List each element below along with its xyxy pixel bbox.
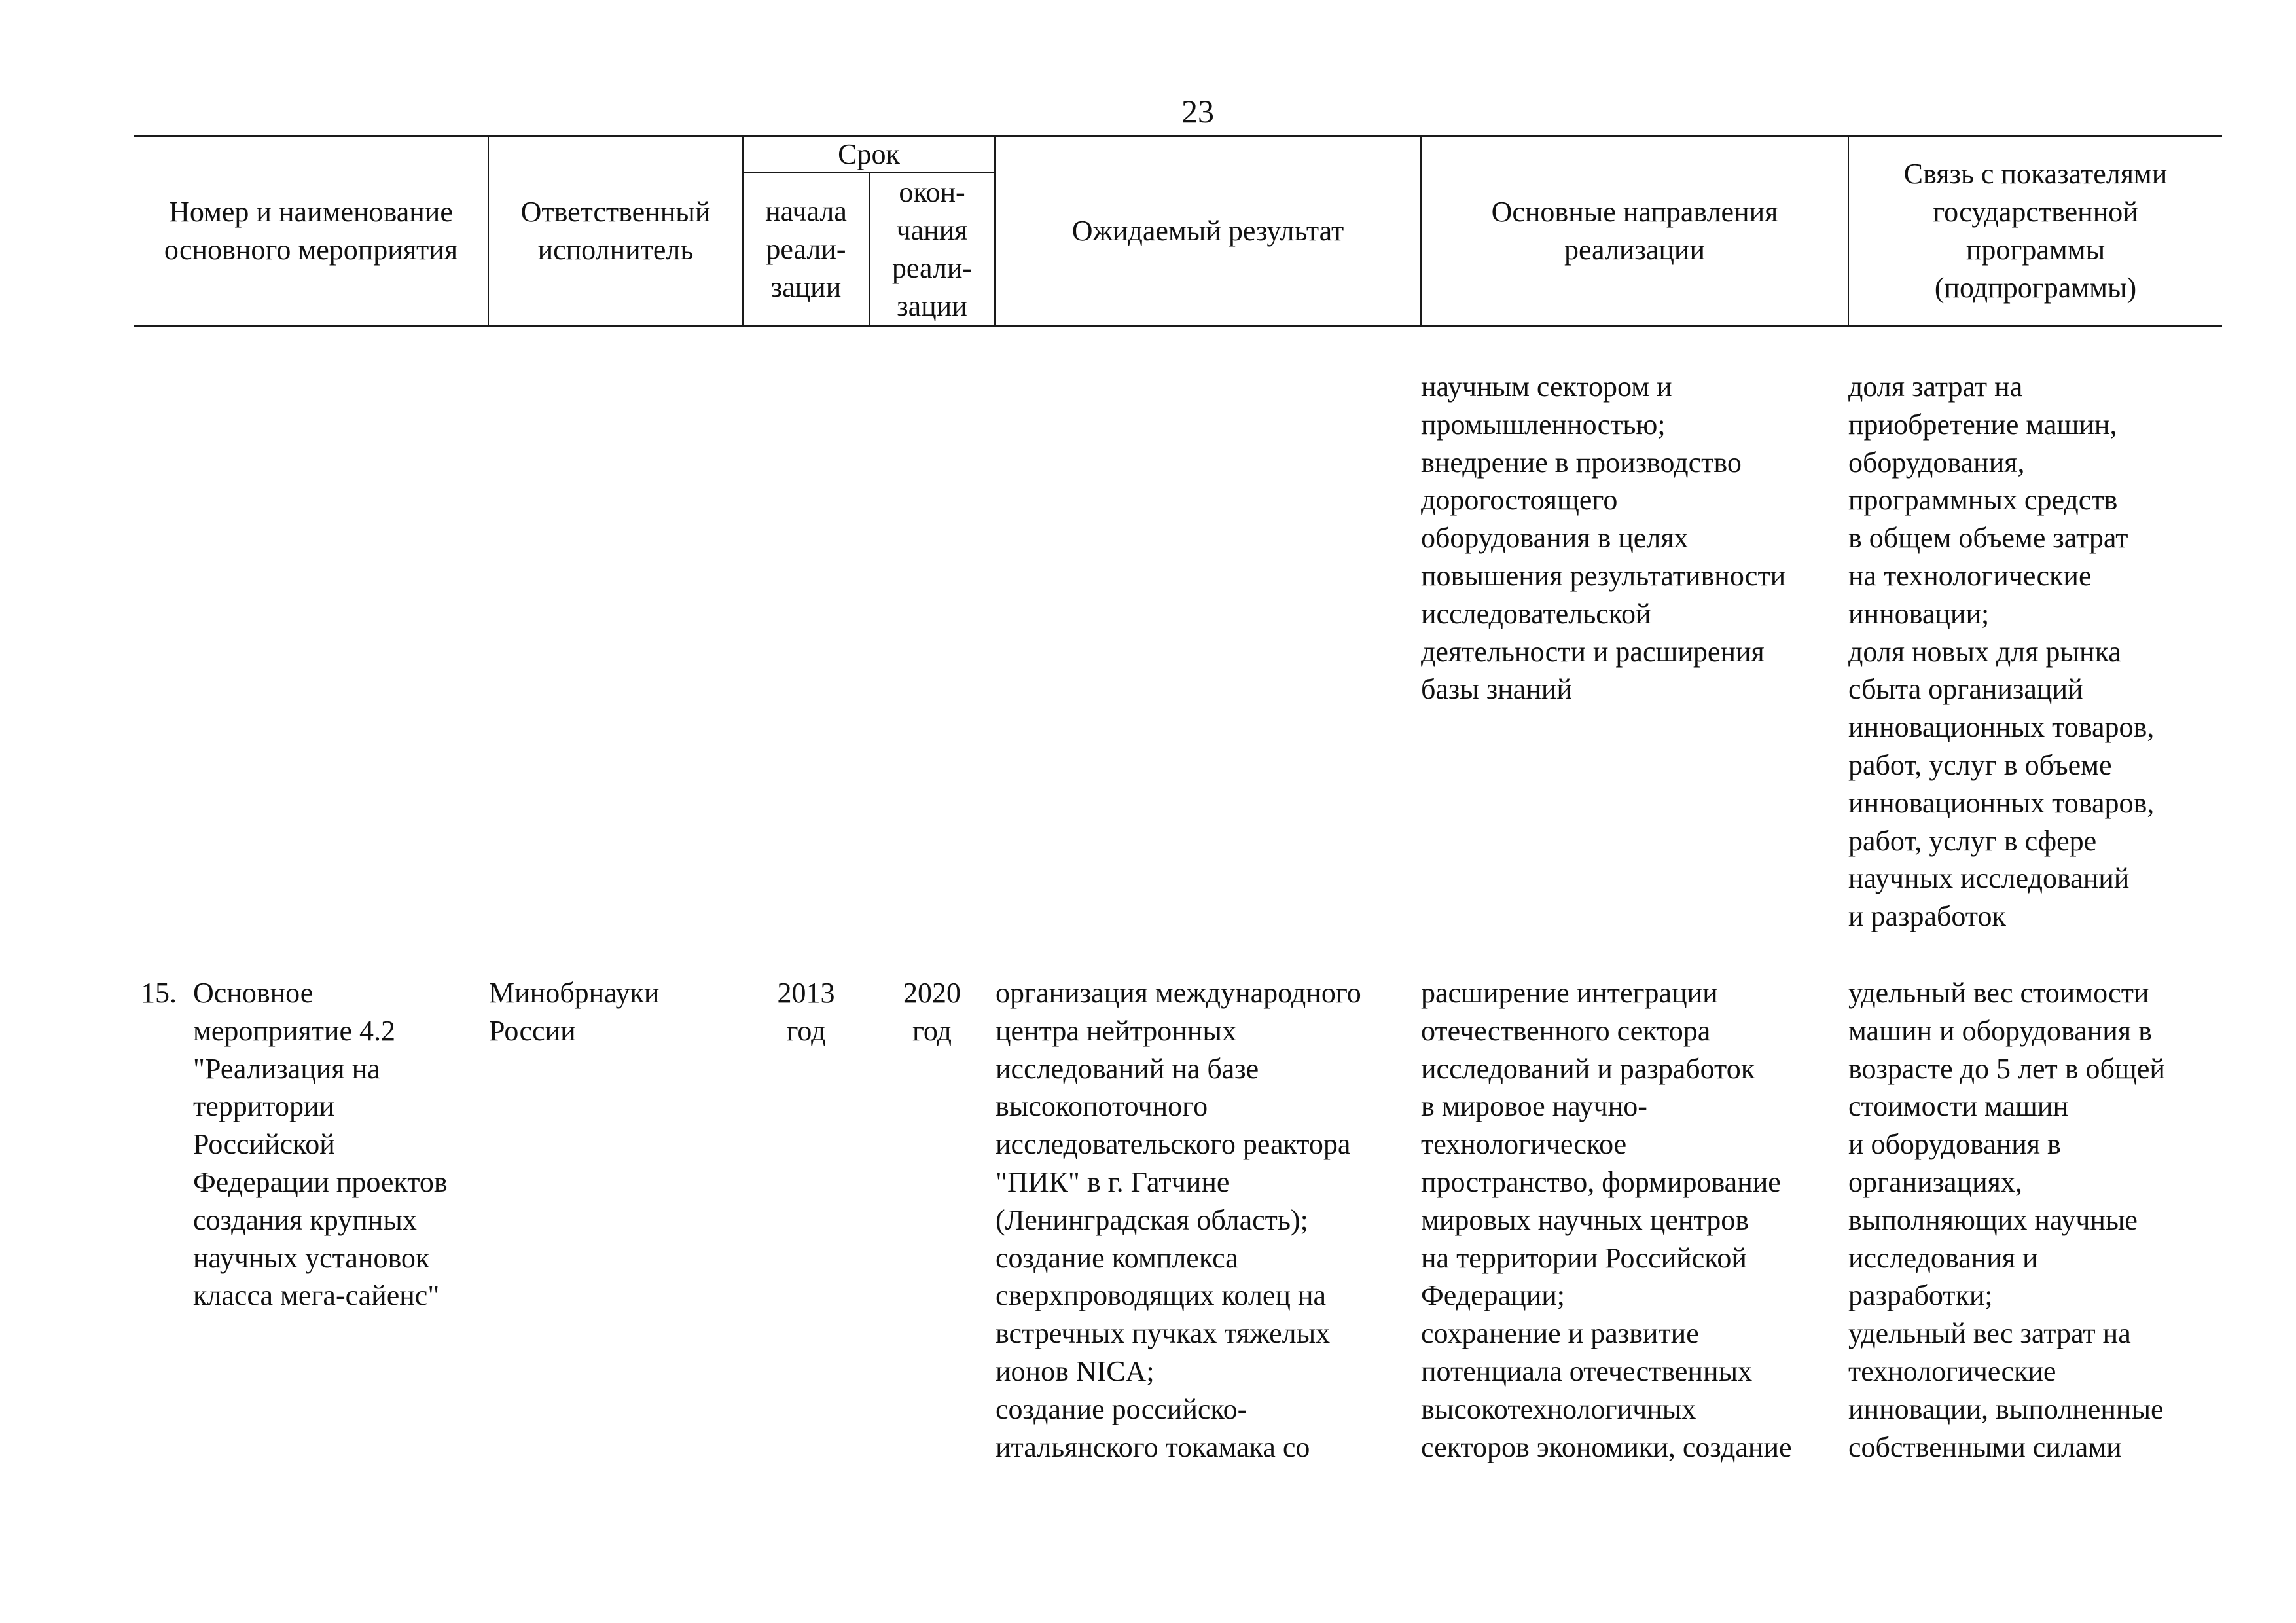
cell-line: год <box>786 1014 826 1047</box>
cell-line: и разработок <box>1848 900 2006 933</box>
cell-line: создание комплекса <box>996 1241 1238 1274</box>
cell-line: встречных пучках тяжелых <box>996 1317 1331 1350</box>
cell-line: исследований на базе <box>996 1052 1259 1085</box>
cell-line: приобретение машин, <box>1848 408 2117 441</box>
cell-line: создание российско- <box>996 1393 1247 1425</box>
cell-line: программных средств <box>1848 484 2118 517</box>
cell-line: высокотехнологичных <box>1421 1393 1696 1425</box>
cell-line: территории <box>193 1090 335 1123</box>
cell-line: инновационных товаров, <box>1848 786 2155 819</box>
cell-line: отечественного сектора <box>1421 1014 1711 1047</box>
cell-line: в общем объеме затрат <box>1848 522 2128 555</box>
cell-line: инновации; <box>1848 597 1990 630</box>
cell-line: доля новых для рынка <box>1848 635 2121 668</box>
cell-line: расширение интеграции <box>1421 977 1718 1009</box>
cell-line: инновационных товаров, <box>1848 711 2155 744</box>
cell-line: сохранение и развитие <box>1421 1317 1699 1350</box>
cell-line: оборудования в целях <box>1421 522 1689 555</box>
row15-executor <box>489 974 659 1050</box>
cell-line: Основное <box>193 977 314 1009</box>
header-term-group <box>744 137 994 172</box>
cell-line: технологические <box>1848 1355 2056 1387</box>
cell-line: на территории Российской <box>1421 1241 1747 1274</box>
cell-line: технологическое <box>1421 1128 1627 1161</box>
cell-line: пространство, формирование <box>1421 1165 1781 1198</box>
header-col-executor <box>489 137 742 325</box>
cell-line: сбыта организаций <box>1848 673 2083 706</box>
header-col-expected-result <box>996 137 1420 325</box>
header-text: Связь с показателями <box>1903 158 2168 190</box>
cell-line: внедрение в производство <box>1421 446 1742 479</box>
cell-line: дорогостоящего <box>1421 484 1618 517</box>
cell-line: исследований и разработок <box>1421 1052 1755 1085</box>
header-text: Ответственный <box>520 196 711 228</box>
header-text: зации <box>897 289 967 322</box>
row15-start-year <box>744 974 869 1050</box>
cell-line: 2020 <box>903 977 961 1009</box>
cell-line: мировых научных центров <box>1421 1203 1749 1236</box>
cell-line: оборудования, <box>1848 446 2025 479</box>
cell-line: удельный вес затрат на <box>1848 1317 2131 1350</box>
cell-line: секторов экономики, создание <box>1421 1431 1792 1463</box>
cell-line: "Реализация на <box>193 1052 380 1085</box>
cell-line: деятельности и расширения <box>1421 635 1765 668</box>
cell-line: год <box>912 1014 952 1047</box>
cell-line: Федерации проектов <box>193 1165 448 1198</box>
cell-line: (Ленинградская область); <box>996 1203 1308 1236</box>
cell-line: "ПИК" в г. Гатчине <box>996 1165 1230 1198</box>
header-text: Ожидаемый результат <box>1071 215 1344 247</box>
continuation-directions <box>1421 368 1785 708</box>
cell-line: научных установок <box>193 1241 430 1274</box>
cell-line: промышленностью; <box>1421 408 1666 441</box>
header-text: реали- <box>891 251 973 284</box>
cell-line: Федерации; <box>1421 1279 1566 1312</box>
header-text: (подпрограммы) <box>1934 272 2137 304</box>
cell-line: доля затрат на <box>1848 371 2023 403</box>
cell-line: в мировое научно- <box>1421 1090 1647 1123</box>
cell-line: итальянского токамака со <box>996 1431 1310 1463</box>
cell-line: работ, услуг в сфере <box>1848 824 2097 857</box>
cell-line: класса мега-сайенс" <box>193 1279 440 1312</box>
header-text: реали- <box>766 232 846 265</box>
cell-line: Российской <box>193 1128 335 1161</box>
header-text: зации <box>770 270 842 303</box>
cell-line: работ, услуг в объеме <box>1848 748 2112 781</box>
header-text: Номер и наименование <box>169 196 453 228</box>
header-col-start <box>744 173 869 325</box>
cell-line: сверхпроводящих колец на <box>996 1279 1327 1312</box>
header-col-number-name <box>134 137 488 325</box>
row15-number: 15. <box>141 977 177 1009</box>
header-text: Основные направления <box>1491 196 1778 228</box>
cell-line: мероприятие 4.2 <box>193 1014 396 1047</box>
cell-line: удельный вес стоимости <box>1848 977 2149 1009</box>
header-text: начала <box>765 194 847 227</box>
header-text: Срок <box>838 137 900 170</box>
header-col-end <box>870 173 994 325</box>
header-text: основного мероприятия <box>164 234 458 266</box>
cell-line: организациях, <box>1848 1165 2022 1198</box>
cell-line: научных исследований <box>1848 862 2130 895</box>
cell-line: организация международного <box>996 977 1361 1009</box>
cell-line: на технологические <box>1848 559 2092 592</box>
cell-line: создания крупных <box>193 1203 417 1236</box>
page-number: 23 <box>1181 93 1214 130</box>
cell-line: России <box>489 1014 576 1047</box>
header-col-indicators <box>1849 137 2222 325</box>
cell-line: инновации, выполненные <box>1848 1393 2164 1425</box>
cell-line: базы знаний <box>1421 673 1572 706</box>
cell-line: возрасте до 5 лет в общей <box>1848 1052 2165 1085</box>
cell-line: машин и оборудования в <box>1848 1014 2152 1047</box>
cell-line: 2013 <box>777 977 835 1009</box>
cell-line: исследования и <box>1848 1241 2038 1274</box>
header-col-directions <box>1422 137 1848 325</box>
cell-line: Минобрнауки <box>489 977 660 1009</box>
header-text: исполнитель <box>537 234 694 266</box>
header-text: программы <box>1965 234 2106 266</box>
header-text: окон- <box>899 175 965 208</box>
cell-line: научным сектором и <box>1421 371 1672 403</box>
continuation-indicators <box>1848 368 2154 936</box>
row15-indicators <box>1848 974 2165 1466</box>
header-text: государственной <box>1933 196 2138 228</box>
header-text: чания <box>896 213 968 246</box>
row15-expected-result <box>996 974 1361 1466</box>
cell-line: собственными силами <box>1848 1431 2122 1463</box>
cell-line: разработки; <box>1848 1279 1993 1312</box>
cell-line: ионов NICA; <box>996 1355 1155 1387</box>
cell-line: исследовательской <box>1421 597 1651 630</box>
row15-directions <box>1421 974 1792 1466</box>
cell-line: стоимости машин <box>1848 1090 2069 1123</box>
cell-line: исследовательского реактора <box>996 1128 1351 1161</box>
header-text: реализации <box>1564 234 1706 266</box>
cell-line: выполняющих научные <box>1848 1203 2138 1236</box>
cell-line: центра нейтронных <box>996 1014 1236 1047</box>
row15-end-year <box>870 974 994 1050</box>
cell-line: повышения результативности <box>1421 559 1786 592</box>
cell-line: потенциала отечественных <box>1421 1355 1753 1387</box>
header-bottom-rule <box>134 325 2222 327</box>
cell-line: высокопоточного <box>996 1090 1208 1123</box>
cell-line: и оборудования в <box>1848 1128 2061 1161</box>
row15-name <box>193 974 448 1315</box>
